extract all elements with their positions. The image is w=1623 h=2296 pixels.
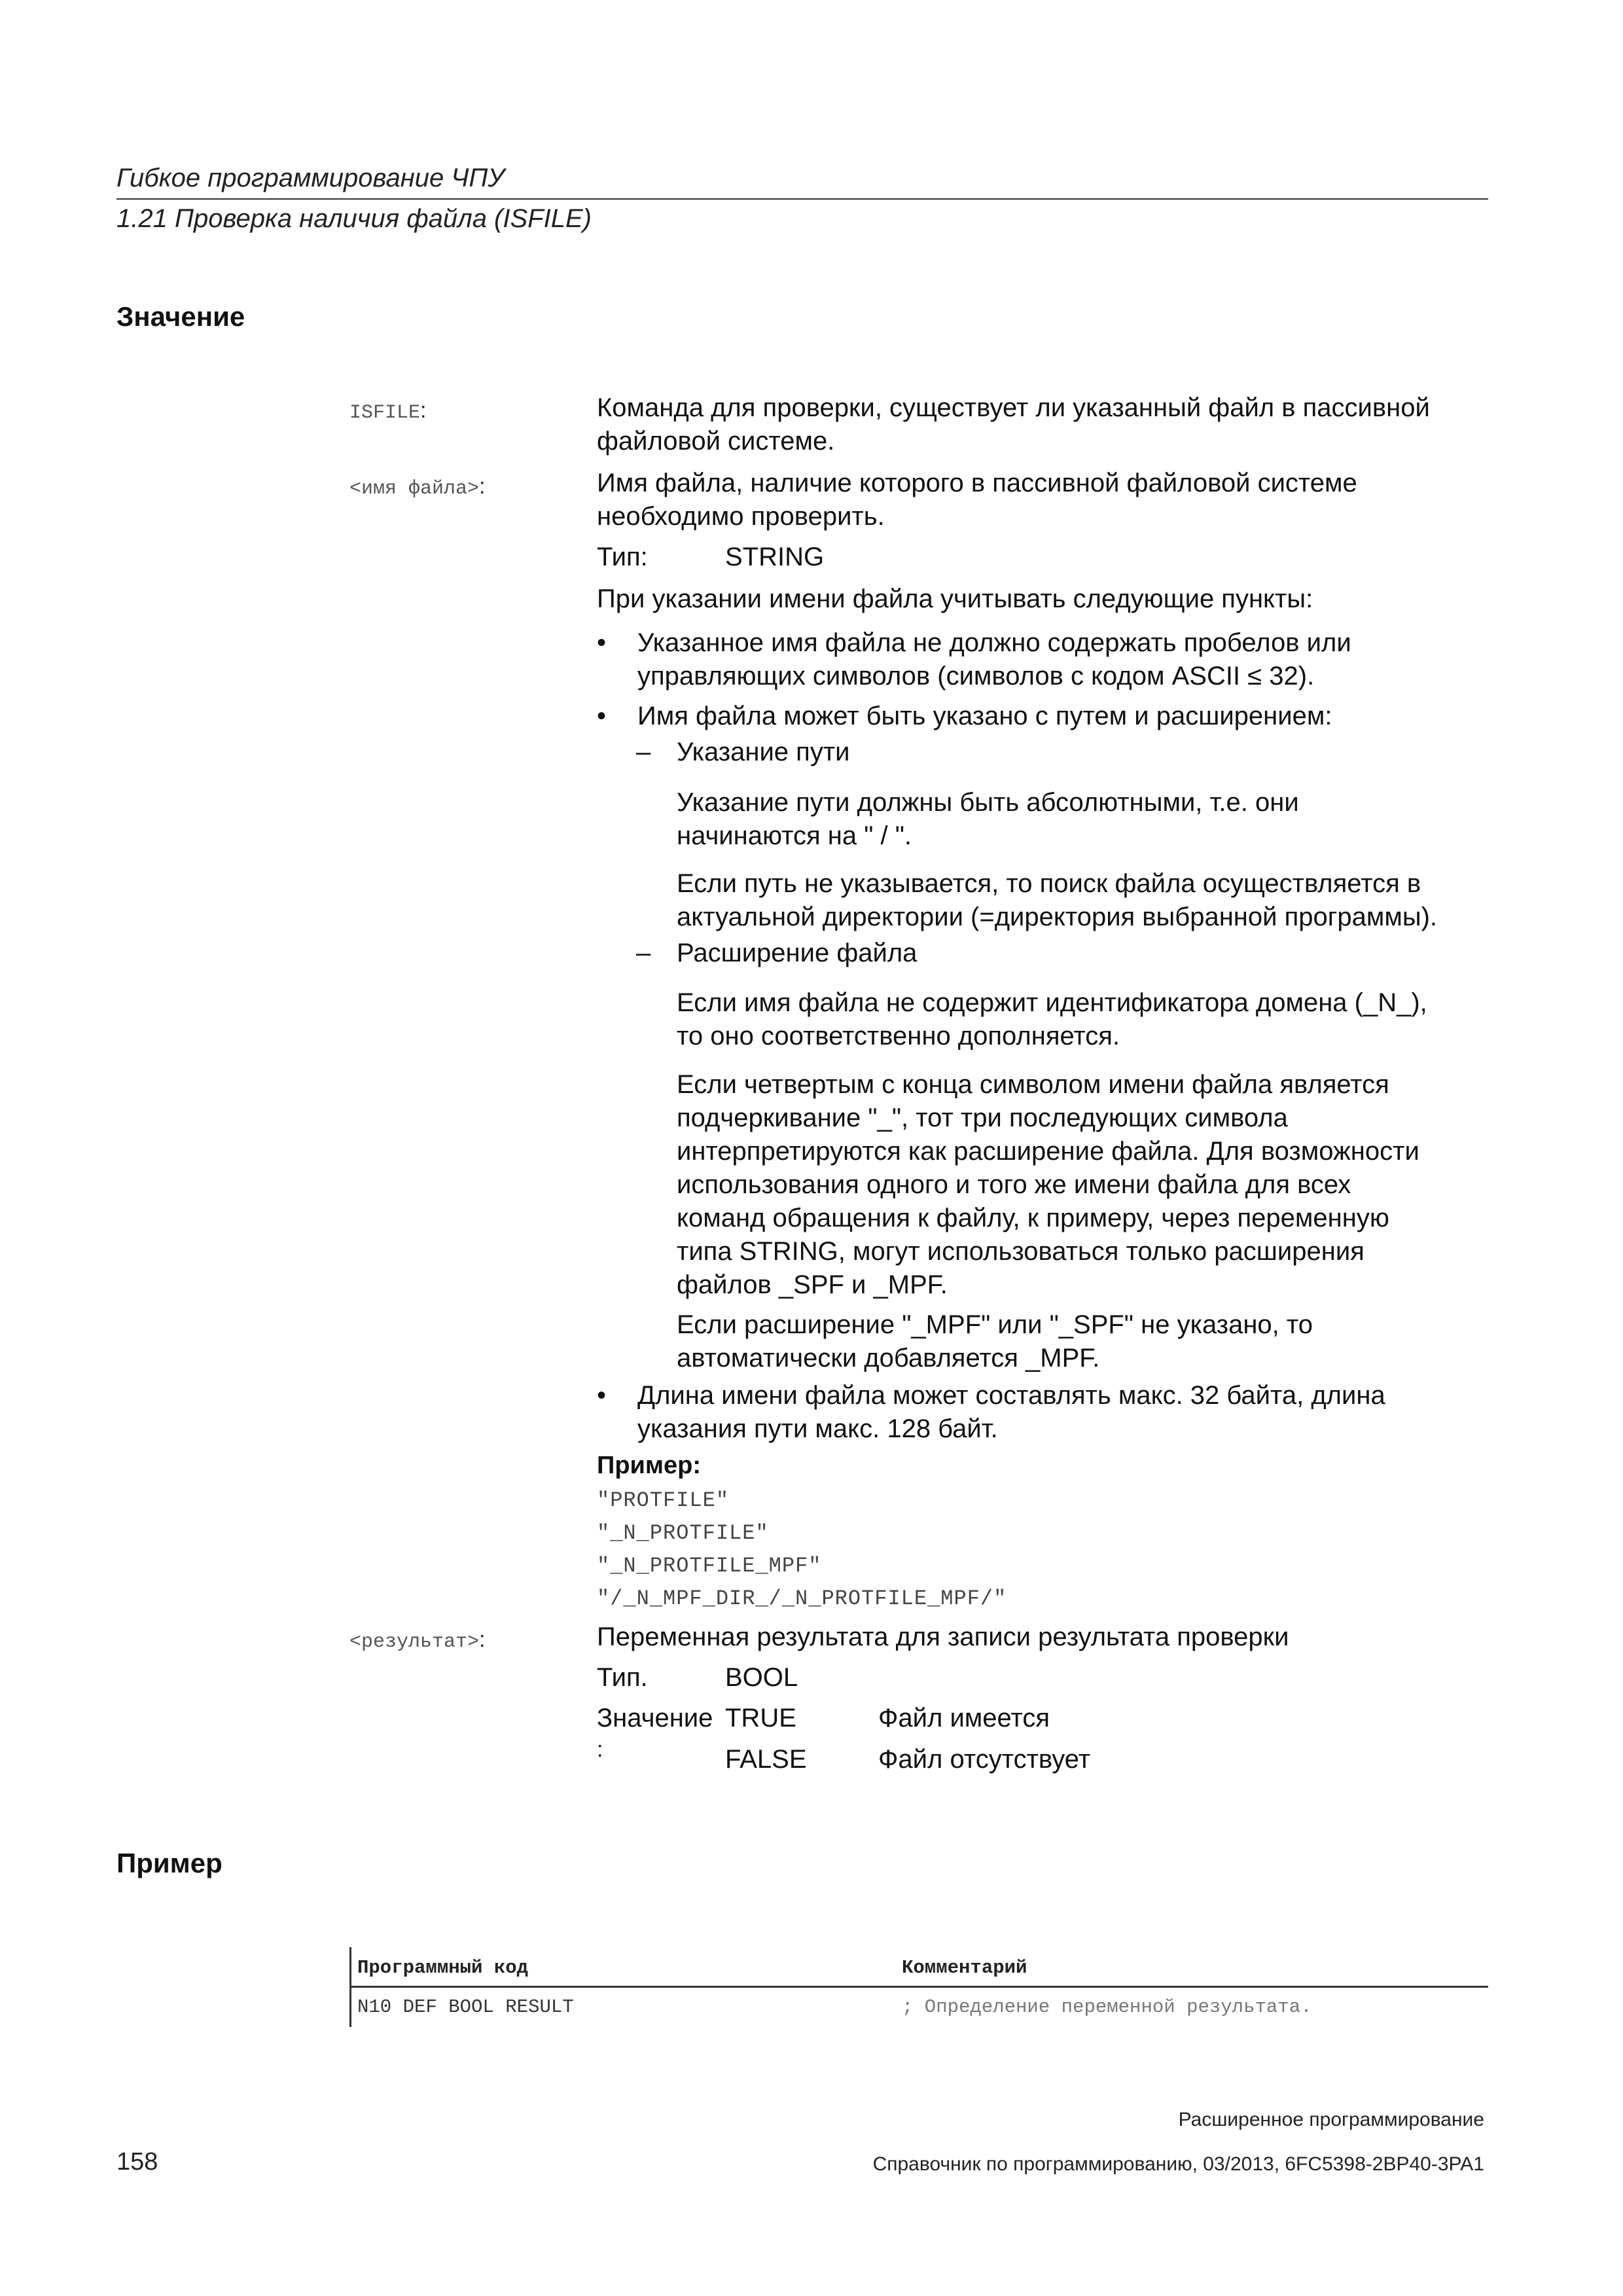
filename-description	[597, 467, 1487, 533]
path-p2-line-2: актуальной директории (=директория выбранной программы).	[677, 903, 1438, 931]
path-p1-line-2: начинаются на " / ".	[677, 821, 912, 850]
result-true-value: TRUE	[725, 1704, 796, 1732]
term-result	[349, 1627, 486, 1653]
ext-p1-line-1: Если имя файла не содержит идентификатора домена (_N_),	[677, 988, 1427, 1017]
ext-p3-line-1: Если расширение "_MPF" или "_SPF" не указано, то	[677, 1310, 1313, 1339]
example-label: Пример:	[597, 1452, 701, 1479]
result-value-label: Значение	[597, 1704, 713, 1732]
result-description: Переменная результата для записи результата проверки	[597, 1623, 1289, 1651]
ext-paragraph-1	[677, 986, 1488, 1053]
bullet-1-line-2: управляющих символов (символов с кодом ASCII ≤ 32).	[637, 662, 1315, 691]
filename-type-value: STRING	[725, 543, 825, 571]
result-type-label: Тип.	[597, 1663, 648, 1692]
example-line-1: "PROTFILE"	[597, 1488, 730, 1513]
footer-reference: Справочник по программированию, 03/2013, 6FC5398-2BP40-3PA1	[872, 2153, 1484, 2175]
ext-p1-line-2: то оно соответственно дополняется.	[677, 1022, 1120, 1050]
bullet-mark: •	[597, 1381, 607, 1410]
isfile-description	[597, 391, 1487, 458]
section-title-meaning: Значение	[116, 301, 245, 332]
ext-p2-line-3: интерпретируются как расширение файла. Для возможности	[677, 1137, 1419, 1166]
ext-p2-line-6: типа STRING, могут использоваться только расширения	[677, 1237, 1364, 1266]
filename-desc-line-2: необходимо проверить.	[597, 502, 885, 531]
isfile-desc-line-1: Команда для проверки, существует ли указанный файл в пассивной	[597, 393, 1430, 422]
result-true-desc: Файл имеется	[878, 1704, 1050, 1732]
ext-p2-line-4: использования одного и того же имени файла для всех	[677, 1170, 1351, 1199]
table-header-rule	[349, 1986, 1488, 1988]
page-number: 158	[116, 2148, 158, 2176]
bullet-mark: •	[597, 628, 607, 657]
table-header-comment: Комментарий	[902, 1957, 1027, 1979]
example-line-2: "_N_PROTFILE"	[597, 1521, 769, 1545]
term-isfile-name: ISFILE	[349, 402, 421, 424]
term-colon: :	[479, 474, 486, 499]
ext-p2-line-1: Если четвертым с конца символом имени файла является	[677, 1070, 1389, 1099]
ext-paragraph-2	[677, 1068, 1488, 1302]
table-header-code: Программный код	[357, 1957, 529, 1979]
dash-extension: Расширение файла	[677, 939, 918, 967]
footer-title: Расширенное программирование	[1178, 2109, 1484, 2130]
bullet-mark: •	[597, 702, 607, 730]
dash-path: Указание пути	[677, 738, 850, 766]
filename-intro: При указании имени файла учитывать следующие пункты:	[597, 584, 1313, 613]
result-value-colon: :	[597, 1737, 603, 1762]
result-type-value: BOOL	[725, 1663, 798, 1692]
section-title-example: Пример	[116, 1848, 223, 1878]
ext-p2-line-5: команд обращения к файлу, к примеру, через переменную	[677, 1204, 1389, 1232]
filename-desc-line-1: Имя файла, наличие которого в пассивной файловой системе	[597, 469, 1357, 497]
filename-type-label: Тип:	[597, 543, 648, 571]
ext-p2-line-2: подчеркивание "_", тот три последующих символа	[677, 1103, 1288, 1132]
bullet-3	[637, 1379, 1488, 1446]
path-p2-line-1: Если путь не указывается, то поиск файла осуществляется в	[677, 869, 1421, 898]
table-row-comment: ; Определение переменной результата.	[902, 1996, 1312, 2018]
example-line-4: "/_N_MPF_DIR_/_N_PROTFILE_MPF/"	[597, 1587, 1007, 1611]
example-line-3: "_N_PROTFILE_MPF"	[597, 1554, 822, 1578]
bullet-1	[637, 626, 1488, 693]
term-colon: :	[479, 1627, 486, 1652]
term-colon: :	[420, 398, 427, 423]
ext-paragraph-3	[677, 1308, 1488, 1375]
term-filename-name: <имя файла>	[349, 478, 480, 500]
result-false-value: FALSE	[725, 1745, 807, 1774]
dash-mark: –	[636, 939, 651, 967]
running-header-section: 1.21 Проверка наличия файла (ISFILE)	[116, 204, 592, 233]
result-false-desc: Файл отсутствует	[878, 1745, 1091, 1774]
header-rule	[116, 198, 1488, 200]
term-filename	[349, 474, 486, 500]
ext-p3-line-2: автоматически добавляется _MPF.	[677, 1344, 1100, 1372]
ext-p2-line-7: файлов _SPF и _MPF.	[677, 1270, 948, 1299]
path-paragraph-1	[677, 786, 1488, 853]
bullet-2: Имя файла может быть указано с путем и расширением:	[637, 702, 1332, 730]
bullet-3-line-2: указания пути макс. 128 байт.	[637, 1414, 998, 1443]
term-isfile	[349, 398, 426, 424]
isfile-desc-line-2: файловой системе.	[597, 427, 835, 456]
path-p1-line-1: Указание пути должны быть абсолютными, т.е. они	[677, 788, 1299, 817]
bullet-3-line-1: Длина имени файла может составлять макс. 32 байта, длина	[637, 1381, 1385, 1410]
table-row-code: N10 DEF BOOL RESULT	[357, 1996, 574, 2018]
term-result-name: <результат>	[349, 1631, 480, 1653]
bullet-1-line-1: Указанное имя файла не должно содержать пробелов или	[637, 628, 1351, 657]
path-paragraph-2	[677, 867, 1488, 934]
running-header-chapter: Гибкое программирование ЧПУ	[116, 164, 505, 192]
dash-mark: –	[636, 738, 651, 766]
